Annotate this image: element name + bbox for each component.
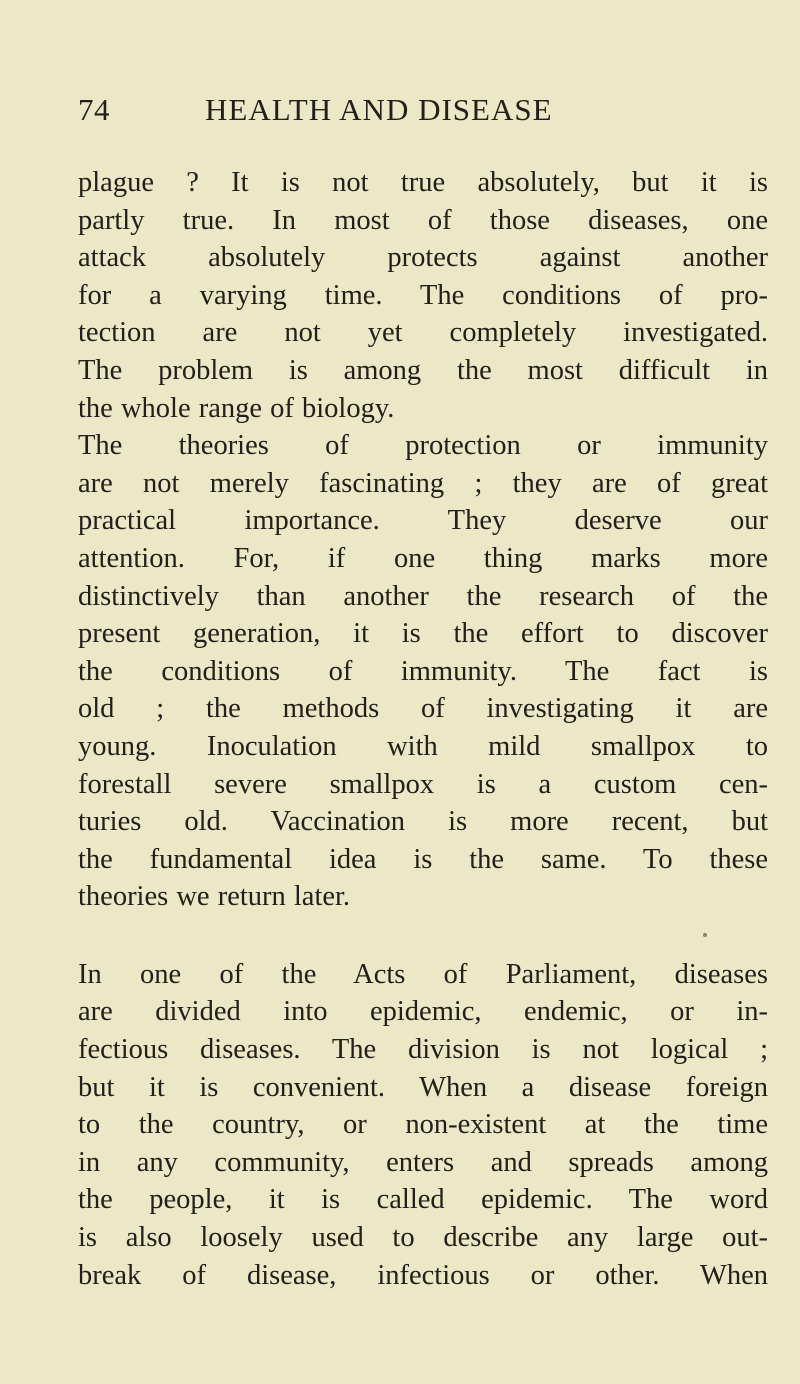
text-line: forestall severe smallpox is a custom cen- [78,768,768,800]
text-line: theories we return later. [78,881,351,913]
text-line: the conditions of immunity. The fact is [78,655,768,687]
paragraph [78,956,768,1294]
text-line: The theories of protection or immunity [78,430,768,462]
paragraph [78,164,768,427]
text-line: to the country, or non-existent at the time [78,1109,768,1141]
text-line: but it is convenient. When a disease foreign [78,1071,768,1103]
text-line: attack absolutely protects against another [78,242,768,274]
text-line: present generation, it is the effort to discover [78,618,768,650]
text-line: plague ? It is not true absolutely, but it is [78,167,768,198]
section-break [78,916,768,956]
text-line: partly true. In most of those diseases, one [78,204,768,236]
paper-speck [703,933,707,937]
text-line: the whole range of biology. [78,392,395,424]
text-line: turies old. Vaccination is more recent, but [78,806,768,838]
text-line: break of disease, infectious or other. When [78,1259,768,1291]
text-line: are not merely fascinating ; they are of great [78,467,768,499]
text-line: the fundamental idea is the same. To these [78,843,768,875]
text-line: is also loosely used to describe any large out- [78,1222,768,1254]
text-line: young. Inoculation with mild smallpox to [78,730,768,762]
page-header [78,92,770,144]
text-line: for a varying time. The conditions of pro- [78,279,768,311]
page-number: 74 [78,92,110,127]
text-line: practical importance. They deserve our [78,505,768,537]
text-line: attention. For, if one thing marks more [78,542,768,574]
text-line: fectious diseases. The division is not logical ; [78,1034,768,1066]
text-line: The problem is among the most difficult in [78,354,768,386]
text-line: old ; the methods of investigating it are [78,693,768,725]
text-line: are divided into epidemic, endemic, or in- [78,996,768,1028]
text-line: in any community, enters and spreads among [78,1146,768,1178]
text-line: In one of the Acts of Parliament, diseases [78,958,768,990]
text-line: distinctively than another the research of the [78,580,768,612]
text-line: the people, it is called epidemic. The word [78,1184,768,1216]
text-line: tection are not yet completely investigated. [78,317,768,349]
paragraph [78,427,768,916]
running-head: HEALTH AND DISEASE [205,92,553,127]
body-text [78,164,768,1294]
